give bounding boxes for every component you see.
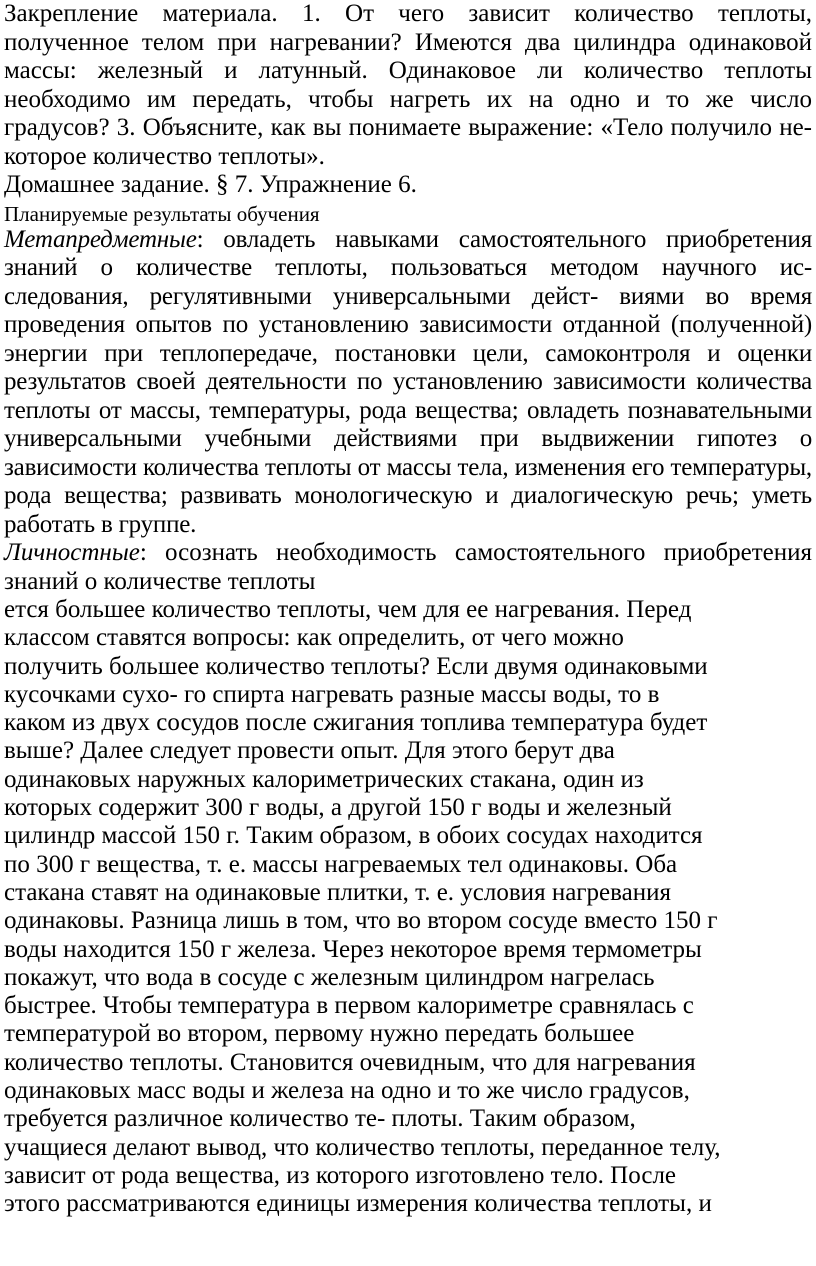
personal-label: Личностные bbox=[4, 539, 140, 566]
text-line: одинаковых наружных калориметрических стакана, один из bbox=[4, 765, 644, 793]
text-line: количество теплоты. Становится очевидным, что для нагревания bbox=[4, 1048, 696, 1076]
text-line: одинаковых масс воды и железа на одно и то же число градусов, bbox=[4, 1077, 690, 1105]
homework-paragraph: Домашнее задание. § 7. Упражнение 6. bbox=[4, 171, 417, 198]
text-line: каком из двух сосудов после сжигания топлива температура будет bbox=[4, 709, 708, 737]
text-line: стакана ставят на одинаковые плитки, т. е. условия нагревания bbox=[4, 878, 671, 906]
text-line: по 300 г вещества, т. е. массы нагреваемых тел одинаковы. Оба bbox=[4, 850, 678, 878]
text-line: ется большее количество теплоты, чем для ее нагревания. Перед bbox=[4, 596, 692, 623]
review-questions-paragraph: Закрепление материала. 1. От чего зависит количество теплоты, полученное телом при нагревании? Имеются два цилиндра одинаковой массы: железный и латунный. Одинаковое ли количество теплоты необходимо им передать, чтобы нагреть их на одно и то же число градусов? 3. Объясните, как вы понимаете выражение: «Тело получило не- которое количество теплоты». bbox=[4, 0, 812, 170]
text-line: зависит от рода вещества, из которого изготовлено тело. После bbox=[4, 1161, 677, 1189]
outcomes-heading: Планируемые результаты обучения bbox=[4, 201, 320, 226]
personal-text: : осознать необходимость самостоятельного приобретения знаний о количестве теплоты bbox=[4, 539, 812, 595]
text-line: одинаковы. Разница лишь в том, что во втором сосуде вместо 150 г bbox=[4, 907, 718, 935]
experiment-description bbox=[4, 596, 812, 1219]
personal-outcomes-paragraph bbox=[4, 539, 812, 596]
text-line: выше? Далее следует провести опыт. Для этого берут два bbox=[4, 737, 615, 765]
metasubject-text: : овладеть навыками самостоятельного приобретения знаний о количестве теплоты, пользоваться методом научного ис- следования, регулятивными универсальными дейст- виями во время проведения опытов по установлению зависимости отданной (полученной) энергии при теплопередаче, постановки цели, самоконтроля и оценки результатов своей деятельности по установлению зависимости количества теплоты от массы, температуры, рода вещества; овладеть познавательными универсальными учебными действиями при выдвижении гипотез о зависимости количества теплоты от массы тела, изменения его температуры, рода вещества; развивать монологическую и диалогическую речь; уметь работать в группе. bbox=[4, 225, 812, 538]
text-line: цилиндр массой 150 г. Таким образом, в обоих сосудах находится bbox=[4, 822, 703, 850]
metasubject-label: Метапредметные bbox=[4, 225, 197, 253]
text-line: этого рассматриваются единицы измерения количества теплоты, и bbox=[4, 1190, 712, 1218]
text-line: температурой во втором, первому нужно передать большее bbox=[4, 1020, 635, 1048]
metasubject-outcomes-paragraph bbox=[4, 226, 812, 540]
text-line: требуется различное количество те- плоты. Таким образом, bbox=[4, 1105, 636, 1133]
text-line: которых содержит 300 г воды, а другой 150 г воды и железный bbox=[4, 794, 672, 822]
document-page bbox=[4, 0, 812, 1219]
text-line: получить большее количество теплоты? Если двумя одинаковыми bbox=[4, 652, 708, 680]
text-line: быстрее. Чтобы температура в первом калориметре сравнялась с bbox=[4, 992, 694, 1020]
text-line: покажут, что вода в сосуде с железным цилиндром нагрелась bbox=[4, 963, 655, 991]
text-line: воды находится 150 г железа. Через некоторое время термометры bbox=[4, 935, 702, 963]
text-line: классом ставятся вопросы: как определить, от чего можно bbox=[4, 624, 624, 652]
text-line: учащиеся делают вывод, что количество теплоты, переданное телу, bbox=[4, 1133, 721, 1161]
text-line: кусочками сухо- го спирта нагревать разные массы воды, то в bbox=[4, 680, 660, 708]
